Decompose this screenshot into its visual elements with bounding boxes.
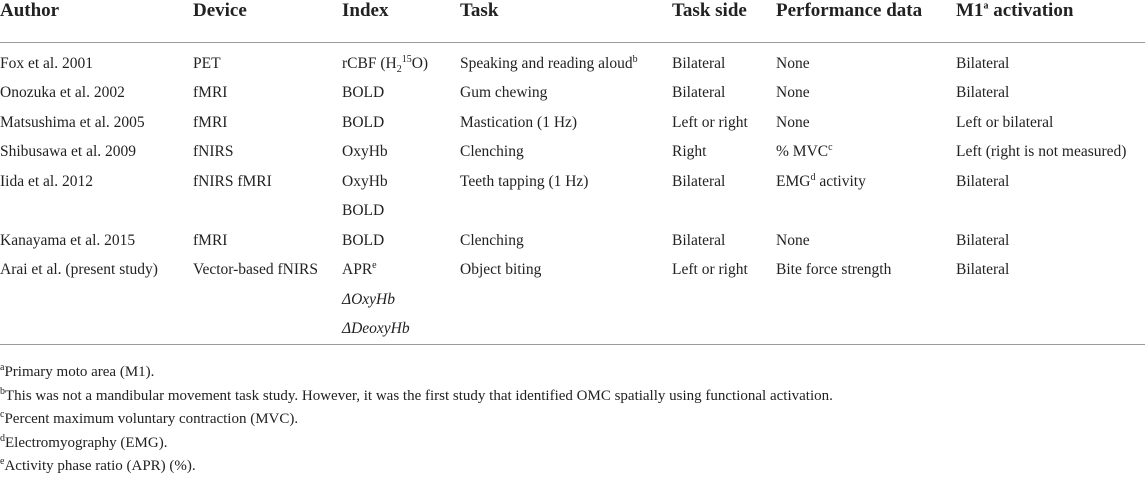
footnote-marker: a <box>0 362 5 373</box>
footnote-marker: c <box>0 409 5 420</box>
cell-index <box>342 43 460 79</box>
table-row <box>0 138 1145 168</box>
cell-task <box>460 43 672 79</box>
cell-author <box>0 285 193 315</box>
cell-m1-activation <box>956 315 1145 345</box>
cell-author: Onozuka et al. 2002 <box>0 84 125 102</box>
cell-author: Arai et al. (present study) <box>0 261 158 279</box>
cell-performance <box>776 197 956 227</box>
footnote-text: Percent maximum voluntary contraction (MVC). <box>4 411 299 427</box>
cell-task-side: Bilateral <box>672 231 726 249</box>
cell-index: OxyHb <box>342 143 388 161</box>
footnote <box>0 432 1145 456</box>
cell-device <box>193 197 342 227</box>
cell-device: Vector-based fNIRS <box>193 261 318 279</box>
index-superscript: 15 <box>401 53 412 65</box>
cell-index <box>342 256 460 286</box>
cell-task: Teeth tapping (1 Hz) <box>460 172 589 190</box>
cell-m1-activation: Left or bilateral <box>956 113 1054 131</box>
table-row <box>0 315 1145 345</box>
cell-index: BOLD <box>342 84 385 102</box>
cell-performance <box>776 315 956 345</box>
cell-task: Clenching <box>460 231 524 249</box>
cell-device: fMRI <box>193 84 228 102</box>
cell-task <box>460 315 672 345</box>
performance-text-post: activity <box>815 172 866 190</box>
header-m1-rest: activation <box>988 0 1074 21</box>
footnote <box>0 408 1145 432</box>
header-index: Index <box>342 0 460 43</box>
cell-device: PET <box>193 54 221 72</box>
cell-task-side: Right <box>672 143 707 161</box>
cell-performance: Bite force strength <box>776 261 892 279</box>
task-footnote-marker: b <box>632 53 638 65</box>
index-subscript: 2 <box>396 63 402 75</box>
cell-performance: None <box>776 231 810 249</box>
table-row <box>0 79 1145 109</box>
cell-task-side: Bilateral <box>672 54 726 72</box>
cell-performance <box>776 138 956 168</box>
cell-performance <box>776 285 956 315</box>
cell-author: Iida et al. 2012 <box>0 172 93 190</box>
cell-index: ΔOxyHb <box>342 290 395 308</box>
cell-task-side <box>672 197 776 227</box>
cell-performance: None <box>776 113 810 131</box>
cell-device: fMRI <box>193 113 228 131</box>
task-text: Speaking and reading aloud <box>460 54 633 72</box>
cell-task: Mastication (1 Hz) <box>460 113 578 131</box>
cell-m1-activation: Bilateral <box>956 261 1010 279</box>
table-footnotes <box>0 361 1145 479</box>
header-row <box>0 0 1145 43</box>
cell-task-side <box>672 315 776 345</box>
footnote-marker: e <box>0 456 5 467</box>
cell-author <box>0 315 193 345</box>
footnote-text: This was not a mandibular movement task study. However, it was the first study that identified OMC spatially using functional activation. <box>5 387 833 404</box>
table-header <box>0 0 1145 43</box>
header-author: Author <box>0 0 193 43</box>
footnote-text: Primary moto area (M1). <box>4 364 155 380</box>
footnote <box>0 361 1145 385</box>
cell-task: Gum chewing <box>460 84 548 102</box>
cell-task-side: Bilateral <box>672 172 726 190</box>
table-row <box>0 256 1145 286</box>
cell-performance <box>776 167 956 197</box>
footnote-marker: d <box>0 432 5 444</box>
table-row <box>0 108 1145 138</box>
cell-performance: None <box>776 54 810 72</box>
performance-footnote-marker: c <box>828 142 833 154</box>
cell-index: BOLD <box>342 113 385 131</box>
cell-m1-activation <box>956 285 1145 315</box>
cell-task <box>460 285 672 315</box>
cell-task-side: Left or right <box>672 261 748 279</box>
performance-text: EMG <box>776 172 811 190</box>
cell-author <box>0 197 193 227</box>
cell-m1-activation: Bilateral <box>956 172 1010 190</box>
cell-index: BOLD <box>342 202 385 220</box>
cell-task-side: Left or right <box>672 113 748 131</box>
performance-footnote-marker: d <box>810 171 816 183</box>
table-row <box>0 197 1145 227</box>
index-footnote-marker: e <box>372 260 377 272</box>
footnote-text: Activity phase ratio (APR) (%). <box>4 458 196 474</box>
cell-index: BOLD <box>342 231 385 249</box>
table-row <box>0 226 1145 256</box>
header-task-side: Task side <box>672 0 776 43</box>
footnote-text: Electromyography (EMG). <box>5 434 168 451</box>
index-text: rCBF (H <box>342 54 397 72</box>
cell-device: fMRI <box>193 231 228 249</box>
cell-author: Fox et al. 2001 <box>0 54 93 72</box>
cell-author: Matsushima et al. 2005 <box>0 113 145 131</box>
cell-task: Object biting <box>460 261 542 279</box>
cell-index: ΔDeoxyHb <box>342 315 460 345</box>
cell-m1-activation: Bilateral <box>956 54 1010 72</box>
cell-m1-activation: Bilateral <box>956 231 1010 249</box>
table-row <box>0 167 1145 197</box>
cell-task-side <box>672 285 776 315</box>
header-m1-activation <box>956 0 1145 43</box>
header-task: Task <box>460 0 672 43</box>
footnote-marker: b <box>0 385 5 397</box>
header-device: Device <box>193 0 342 43</box>
cell-performance: None <box>776 84 810 102</box>
index-text: APR <box>342 261 373 279</box>
cell-author: Kanayama et al. 2015 <box>0 231 136 249</box>
performance-text: % MVC <box>776 143 829 161</box>
cell-task-side: Bilateral <box>672 84 726 102</box>
table-body <box>0 43 1145 345</box>
cell-index: OxyHb <box>342 172 388 190</box>
cell-m1-activation <box>956 197 1145 227</box>
cell-device: fNIRS <box>193 143 234 161</box>
table-row <box>0 285 1145 315</box>
index-text-post: O) <box>411 54 429 72</box>
header-performance-data: Performance data <box>776 0 956 43</box>
cell-m1-activation: Bilateral <box>956 84 1010 102</box>
footnote <box>0 385 1145 409</box>
cell-device <box>193 285 342 315</box>
cell-device <box>193 315 342 345</box>
cell-device: fNIRS fMRI <box>193 172 272 190</box>
cell-m1-activation: Left (right is not measured) <box>956 143 1127 161</box>
cell-task <box>460 197 672 227</box>
cell-author: Shibusawa et al. 2009 <box>0 143 137 161</box>
cell-task: Clenching <box>460 143 524 161</box>
header-m1-base: M1 <box>956 0 984 21</box>
header-m1-footnote-marker: a <box>983 0 989 12</box>
table-row <box>0 43 1145 79</box>
